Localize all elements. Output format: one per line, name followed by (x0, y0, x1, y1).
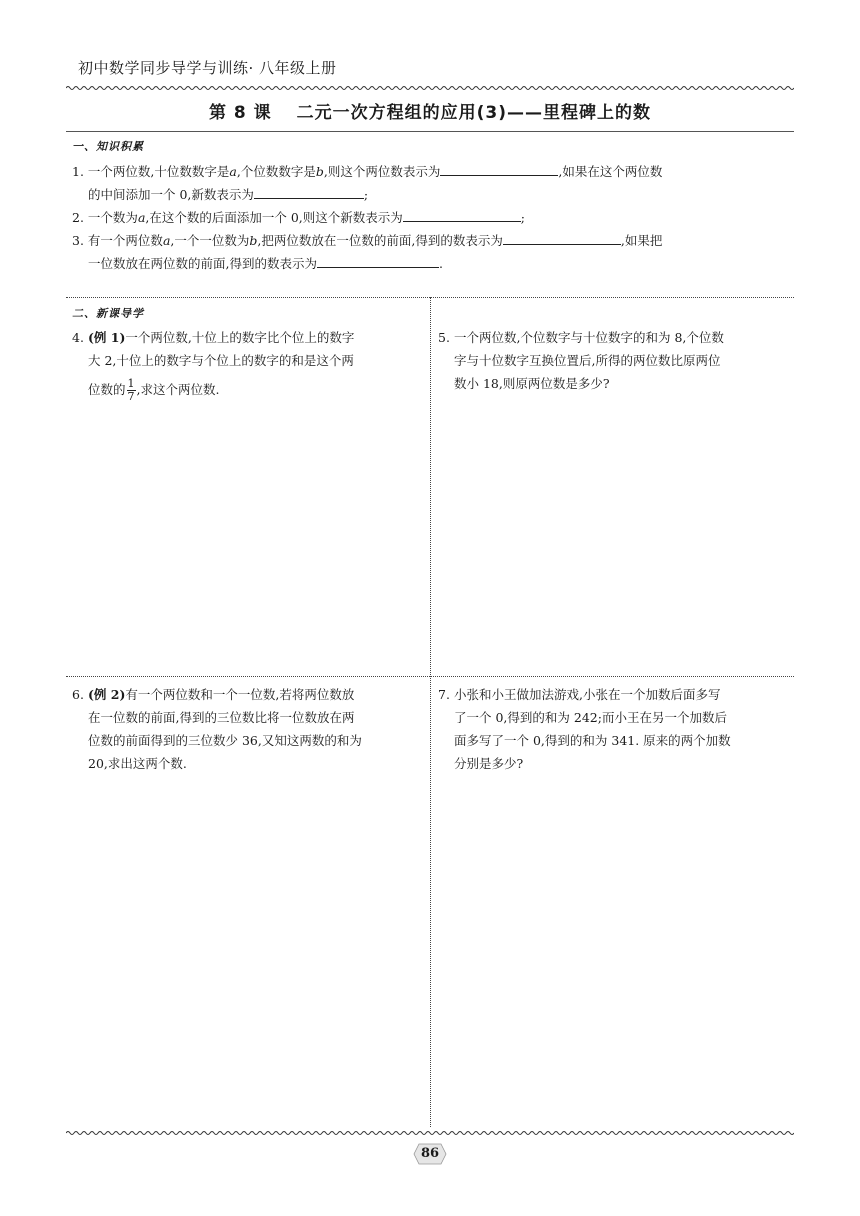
question-text: 数小 18,则原两位数是多少? (454, 376, 610, 391)
question-number: 6. (72, 687, 84, 702)
question-text: 一个两位数,十位上的数字比个位上的数字 (125, 330, 355, 345)
variable-b: b (315, 164, 324, 179)
question-text: ,如果在这个两位数 (558, 164, 663, 179)
example-tag: (例 1) (88, 330, 126, 345)
variable-a: a (229, 164, 237, 179)
fraction-one-seventh (127, 378, 136, 403)
question-text: 字与十位数字互换位置后,所得的两位数比原两位 (454, 353, 721, 368)
answer-blank[interactable] (254, 184, 364, 199)
question-text: 在一位数的前面,得到的三位数比将一位数放在两 (88, 710, 355, 725)
question-text: 有一个两位数 (87, 233, 163, 248)
example-tag: (例 2) (88, 687, 126, 702)
variable-a: a (137, 210, 146, 225)
fraction-denominator: 7 (127, 390, 135, 403)
question-text: 20,求出这两个数. (88, 756, 187, 771)
footer-wave-divider (66, 1129, 794, 1137)
question-6 (72, 683, 424, 775)
question-text: ,个位数数字是 (236, 164, 316, 179)
header-wave-divider (66, 84, 794, 92)
question-number: 4. (72, 330, 84, 345)
question-text: 一个两位数,十位数数字是 (87, 164, 230, 179)
title-underline (66, 131, 794, 132)
page-number: 86 (420, 1146, 440, 1161)
question-text: 面多写了一个 0,得到的和为 341. 原来的两个加数 (454, 733, 731, 748)
question-text: ; (363, 187, 369, 202)
question-text: 大 2,十位上的数字与个位上的数字的和是这个两 (88, 353, 354, 368)
answer-blank[interactable] (440, 161, 558, 176)
question-text: 一个数为 (87, 210, 138, 225)
question-text: 有一个两位数和一个一位数,若将两位数放 (125, 687, 355, 702)
question-text: 一个两位数,个位数字与十位数字的和为 8,个位数 (454, 330, 724, 345)
question-text: ,在这个数的后面添加一个 0,则这个新数表示为 (145, 210, 403, 225)
question-number: 5. (438, 330, 450, 345)
question-3 (72, 229, 792, 275)
fraction-numerator: 1 (127, 377, 135, 390)
lesson-title: 第 8 课 二元一次方程组的应用(3)——里程碑上的数 (209, 103, 651, 123)
variable-b: b (249, 233, 258, 248)
question-text: ; (520, 210, 525, 225)
question-1 (72, 160, 792, 206)
section-heading-new-lesson: 二、新课导学 (72, 307, 144, 320)
question-text: ,如果把 (620, 233, 663, 248)
question-number: 2. (72, 210, 84, 225)
variable-a: a (162, 233, 171, 248)
question-number: 7. (438, 687, 450, 702)
answer-blank[interactable] (503, 230, 621, 245)
section-heading-knowledge: 一、知识积累 (72, 140, 144, 153)
answer-blank[interactable] (317, 253, 439, 268)
question-text: 了一个 0,得到的和为 242;而小王在另一个加数后 (454, 710, 727, 725)
question-text: ,一个一位数为 (170, 233, 250, 248)
question-number: 1. (72, 164, 84, 179)
question-text: 位数的 (88, 382, 126, 397)
question-text: . (438, 256, 443, 271)
question-text: ,则这个两位数表示为 (323, 164, 441, 179)
question-text: 的中间添加一个 0,新数表示为 (88, 187, 254, 202)
question-4 (72, 326, 424, 403)
answer-blank[interactable] (403, 207, 521, 222)
question-text: 分别是多少? (454, 756, 524, 771)
question-text: ,把两位数放在一位数的前面,得到的数表示为 (257, 233, 503, 248)
question-number: 3. (72, 233, 84, 248)
book-title: 初中数学同步导学与训练· 八年级上册 (78, 59, 337, 77)
page-number-badge (413, 1143, 447, 1165)
question-5 (438, 326, 790, 395)
row-divider (66, 676, 794, 677)
question-text: 一位数放在两位数的前面,得到的数表示为 (88, 256, 317, 271)
column-divider (430, 297, 431, 1127)
question-text: 小张和小王做加法游戏,小张在一个加数后面多写 (454, 687, 721, 702)
question-text: 位数的前面得到的三位数少 36,又知这两数的和为 (88, 733, 362, 748)
question-7 (438, 683, 790, 775)
question-text: ,求这个两位数. (136, 382, 220, 397)
question-2 (72, 206, 792, 229)
